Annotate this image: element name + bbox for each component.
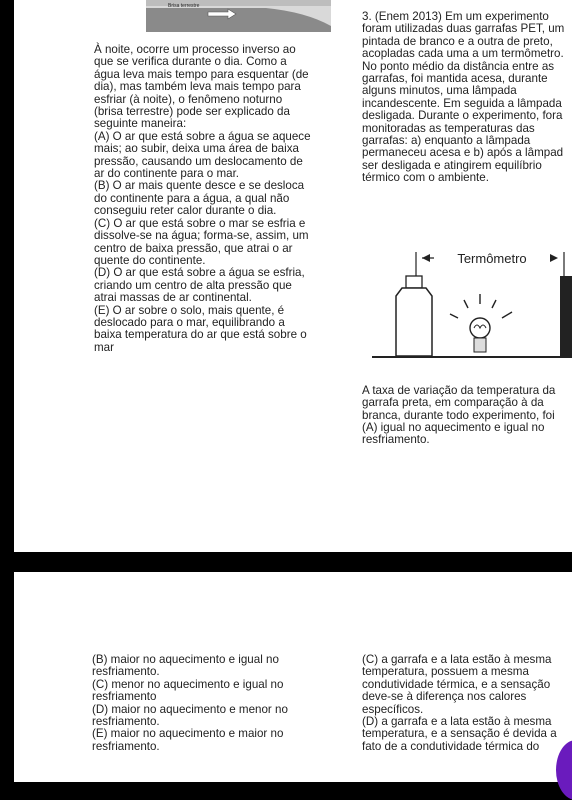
option-d: (D) a garrafa e a lata estão à mesma — [362, 715, 552, 729]
option-b: (B) O ar mais quente desce e se desloca — [94, 179, 305, 193]
arrow-right-icon — [550, 254, 558, 262]
text-line: conseguiu reter calor durante o dia. — [94, 204, 277, 218]
text-line: garrafas, foi mantida acesa, durante — [362, 72, 548, 86]
text-line: atrai massas de ar continental. — [94, 291, 252, 305]
text-line: baixa temperatura do ar que está sobre o — [94, 328, 307, 342]
right-column-text — [362, 11, 572, 447]
text-line: ser desligada e atingirem equilíbrio — [362, 158, 542, 172]
text-line: térmico com o ambiente. — [362, 171, 489, 185]
text-line: deve-se à diferença nos calores — [362, 690, 527, 704]
text-line: seguinte maneira: — [94, 117, 187, 131]
option-c: (C) a garrafa e a lata estão à mesma — [362, 654, 552, 666]
arrow-left-icon — [422, 254, 430, 262]
text-line: água leva mais tempo para esquentar (de — [94, 67, 309, 81]
bulb-socket — [474, 338, 486, 352]
text-line: específicos. — [362, 702, 424, 716]
right-column-options — [362, 654, 572, 753]
bottle-experiment-diagram — [372, 248, 572, 366]
text-line: que se verifica durante o dia. Como a — [94, 55, 287, 69]
document-page-2 — [14, 572, 572, 782]
text-line: dissolve-se na água; forma-se, assim, um — [94, 229, 309, 243]
text-line: ar do continente para o mar. — [94, 167, 240, 181]
diagram-label-brisa: Brisa terrestre — [168, 3, 200, 9]
text-line: monitoradas as temperaturas das — [362, 121, 535, 135]
option-c: (C) menor no aquecimento e igual no — [92, 677, 284, 691]
text-line: pressão, causando um deslocamento de — [94, 154, 303, 168]
text-line: dia), mas também leva mais tempo para — [94, 80, 301, 94]
text-line: acopladas cada uma a um termômetro. — [362, 47, 564, 61]
lamp-ray — [492, 300, 496, 308]
text-line: condutividade térmica, e a sensação — [362, 677, 551, 691]
lamp-ray — [450, 314, 458, 318]
text-line: pintada de branco e a outra de preto, — [362, 34, 553, 48]
text-line: quente do continente. — [94, 253, 206, 267]
text-line: resfriamento. — [92, 715, 160, 729]
text-line: alguns minutos, uma lâmpada — [362, 84, 517, 98]
option-e: (E) O ar sobre o solo, mais quente, é — [94, 303, 285, 317]
left-column-text — [94, 44, 334, 354]
option-d: (D) O ar que está sobre a água se esfria, — [94, 266, 305, 280]
text-line: foram utilizadas duas garrafas PET, um — [362, 22, 565, 36]
text-line: centro de baixa pressão, que atrai o ar — [94, 241, 293, 255]
text-line: temperatura, possuem a mesma — [362, 665, 529, 679]
text-line: mar — [94, 340, 114, 354]
text-line: branca, durante todo experimento, foi — [362, 408, 555, 422]
thermometer-label: Termômetro — [457, 251, 527, 266]
text-line: fato de a condutividade térmica do — [362, 739, 540, 753]
text-line: resfriamento. — [92, 665, 160, 679]
text-line: resfriamento. — [362, 433, 430, 447]
option-d: (D) maior no aquecimento e menor no — [92, 702, 288, 716]
text-line: permaneceu acesa e b) após a lâmpad — [362, 146, 564, 160]
white-bottle-icon — [396, 288, 432, 356]
question-title: 3. (Enem 2013) Em um experimento — [362, 11, 549, 23]
text-line: esfriar (à noite), o fenômeno noturno — [94, 92, 283, 106]
text-line: incandescente. Em seguida a lâmpada — [362, 96, 562, 110]
lamp-ray — [502, 312, 512, 318]
text-line: criando um centro de alta pressão que — [94, 278, 292, 292]
text-line: À noite, ocorre um processo inverso ao — [94, 43, 296, 56]
option-b: (B) maior no aquecimento e igual no — [92, 653, 279, 666]
option-c: (C) O ar que está sobre o mar se esfria e — [94, 216, 306, 230]
left-column-options — [92, 654, 332, 753]
left-bottle-cap — [406, 276, 422, 288]
sea-breeze-diagram — [146, 0, 331, 32]
text-line: desligada. Durante o experimento, fora — [362, 109, 563, 123]
text-line: resfriamento — [92, 690, 157, 704]
option-a: (A) igual no aquecimento e igual no — [362, 420, 545, 434]
option-e: (E) maior no aquecimento e maior no — [92, 727, 284, 741]
text-line: garrafas: a) enquanto a lâmpada — [362, 134, 531, 148]
text-line: (brisa terrestre) pode ser explicado da — [94, 105, 290, 119]
text-line: garrafa preta, em comparação à da — [362, 396, 544, 410]
black-bottle-icon — [560, 276, 572, 356]
text-line: deslocado para o mar, equilibrando a — [94, 315, 285, 329]
document-page-1 — [14, 0, 572, 552]
text-line: mais; ao subir, deixa uma área de baixa — [94, 142, 299, 156]
text-line: No ponto médio da distância entre as — [362, 59, 555, 73]
lamp-ray — [464, 300, 468, 308]
text-line: temperatura, e a sensação é devida a — [362, 727, 557, 741]
text-line: resfriamento. — [92, 739, 160, 753]
text-line: A taxa de variação da temperatura da — [362, 383, 556, 397]
option-a: (A) O ar que está sobre a água se aquece — [94, 129, 311, 143]
text-line: do continente para a água, a qual não — [94, 191, 290, 205]
